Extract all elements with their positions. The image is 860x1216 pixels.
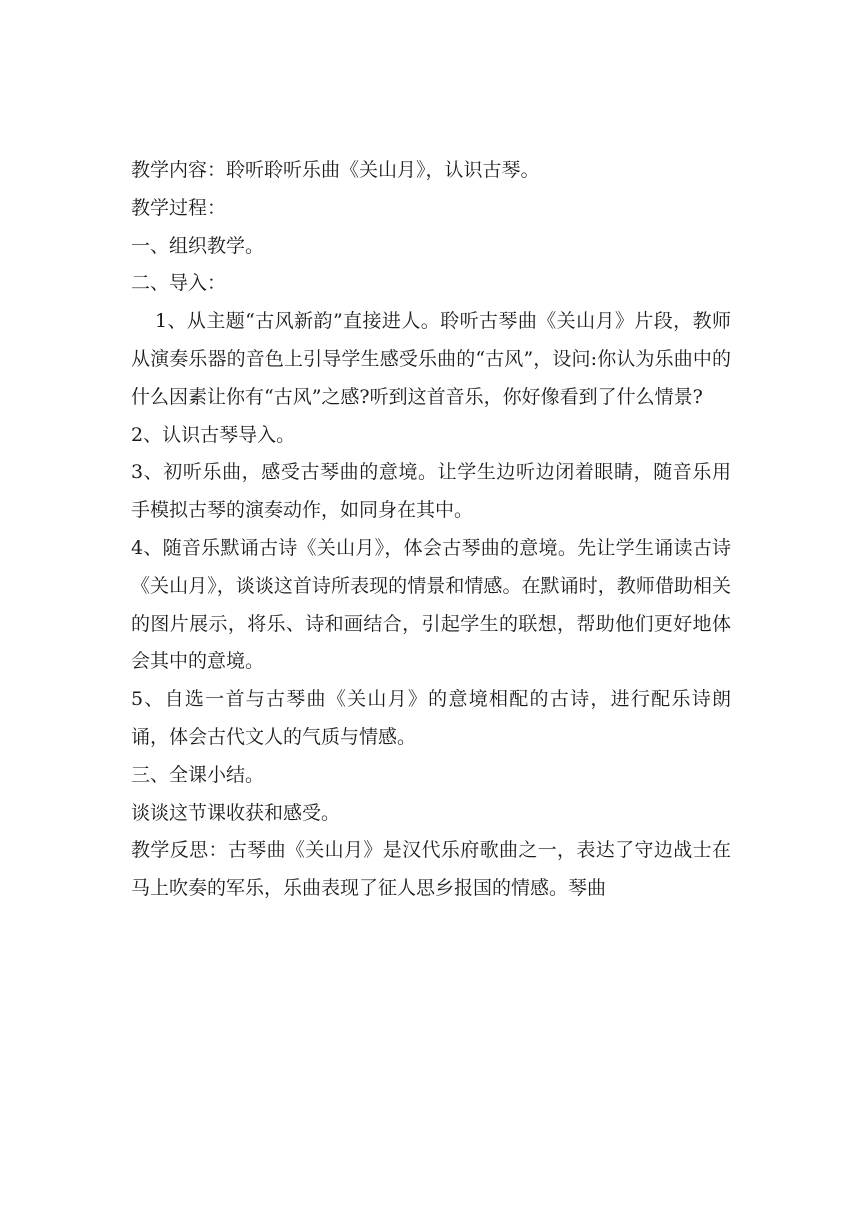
section-one-heading: 一、组织教学。 bbox=[131, 234, 265, 257]
summary-paragraph: 谈谈这节课收获和感受。 bbox=[131, 801, 341, 824]
step-5-paragraph: 5、自选一首与古琴曲《关山月》的意境相配的古诗，进行配乐诗朗诵，体会古代文人的气质与情感。 bbox=[131, 688, 731, 748]
document-body bbox=[131, 152, 731, 908]
step-1-paragraph: 1、从主题“古风新韵”直接进人。聆听古琴曲《关山月》片段，教师从演奏乐器的音色上引导学生感受乐曲的“古风”，设问:你认为乐曲中的什么因素让你有“古风”之感?听到这首音乐，你好像看到了什么情景? bbox=[131, 310, 731, 408]
teaching-content-paragraph: 教学内容：聆听聆听乐曲《关山月》，认识古琴。 bbox=[131, 159, 540, 181]
teaching-process-heading: 教学过程： bbox=[131, 196, 227, 219]
teaching-reflection-paragraph: 教学反思：古琴曲《关山月》是汉代乐府歌曲之一，表达了守边战士在马上吹奏的军乐，乐曲表现了征人思乡报国的情感。琴曲 bbox=[131, 839, 731, 900]
step-2-paragraph: 2、认识古琴导入。 bbox=[131, 423, 296, 446]
section-three-heading: 三、全课小结。 bbox=[131, 763, 265, 786]
step-3-paragraph: 3、初听乐曲，感受古琴曲的意境。让学生边听边闭着眼睛，随音乐用手模拟古琴的演奏动作，如同身在其中。 bbox=[131, 461, 731, 522]
section-two-heading: 二、导入： bbox=[131, 272, 227, 295]
step-4-paragraph: 4、随音乐默诵古诗《关山月》，体会古琴曲的意境。先让学生诵读古诗《关山月》，谈谈这首诗所表现的情景和情感。在默诵时，教师借助相关的图片展示，将乐、诗和画结合，引起学生的联想，帮助他们更好地体会其中的意境。 bbox=[131, 536, 731, 673]
